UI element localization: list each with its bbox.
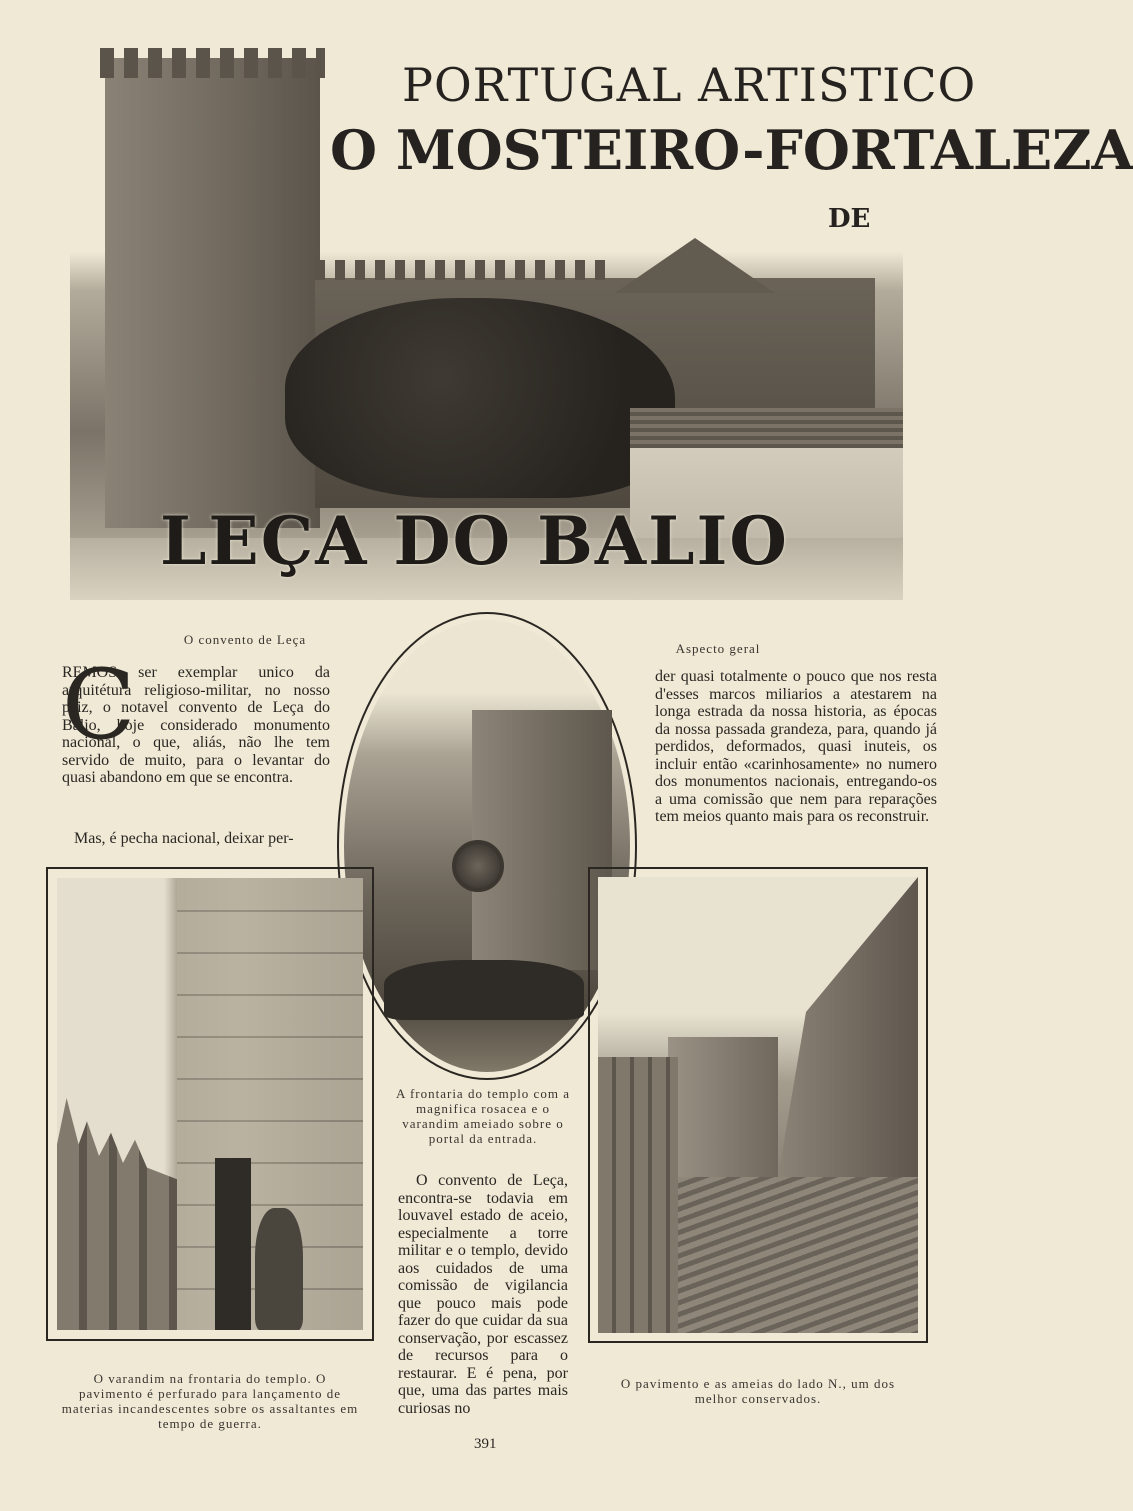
battlement-wall xyxy=(778,877,918,1177)
caption-varandim: O varandim na frontaria do templo. O pavimento é perfurado para lançamento de materias incandescentes sobre os assaltantes em tempo de guerra. xyxy=(61,1371,359,1431)
caption-frontaria: A frontaria do templo com a magnifica rosacea e o varandim ameiado sobre o portal da entrada. xyxy=(396,1086,570,1146)
varandim-photo xyxy=(57,878,363,1330)
pavimento-photo xyxy=(598,877,918,1333)
series-title: PORTUGAL ARTISTICO xyxy=(402,58,977,112)
doorway xyxy=(215,1158,251,1330)
child-figure xyxy=(255,1208,303,1330)
left-merlons xyxy=(598,1057,678,1333)
article-col3: der quasi totalmente o pouco que nos resta d'esses marcos miliarios a atestarem na longa estrada da nossa historia, as épocas da nossa passada grandeza, para, quando já perdidos, deformados, quasi inuteis, os incluir então «carinhosamente» no numero dos monumentos nacionais, entregando-os a uma comissão que nem para reparações tem meios quanto mais para os reconstruir. xyxy=(655,668,937,825)
article-col1-continue: Mas, é pecha nacional, deixar per- xyxy=(74,830,294,847)
article-col2: O convento de Leça, encontra-se todavia em louvavel estado de aceio, especialmente a torre militar e o templo, devido aos cuidados de uma comissão de vigilancia que pouco mais pode fazer do que cuidar da sua conservação, por escassez de recursos para o restaurar. E é pena, por que, uma das partes mais curiosas no xyxy=(398,1172,568,1417)
drop-cap: C xyxy=(62,649,136,761)
caption-pavimento: O pavimento e as ameias do lado N., um dos melhor conservados. xyxy=(620,1376,896,1406)
caption-aspecto: Aspecto geral xyxy=(675,641,761,656)
title-place: LEÇA DO BALIO xyxy=(160,502,789,580)
roof-shape xyxy=(630,408,903,448)
caption-convento: O convento de Leça xyxy=(183,632,307,647)
tower-far xyxy=(668,1037,778,1197)
title-line1: O MOSTEIRO-FORTALEZA xyxy=(330,118,1133,182)
rose-window xyxy=(452,840,504,892)
nave-crenellation xyxy=(315,260,615,280)
page-number: 391 xyxy=(474,1436,497,1452)
title-de: DE xyxy=(828,204,871,234)
roof-walkway xyxy=(678,1177,918,1333)
church-gable xyxy=(615,238,775,293)
people-group xyxy=(384,960,584,1020)
trees-shape xyxy=(285,298,675,498)
merlons xyxy=(57,1098,177,1330)
tower-crenellation xyxy=(100,48,325,78)
tower-shape xyxy=(105,58,320,528)
article-col1-intro: REMOS ser exemplar unico da arquitétura religioso-militar, no nosso paiz, o notavel convento de Leça do Balio, hoje considerado monumento nacional, o que, aliás, não lhe tem servido de muito, para o levantar do quasi abandono em que se encontra. xyxy=(62,664,330,786)
